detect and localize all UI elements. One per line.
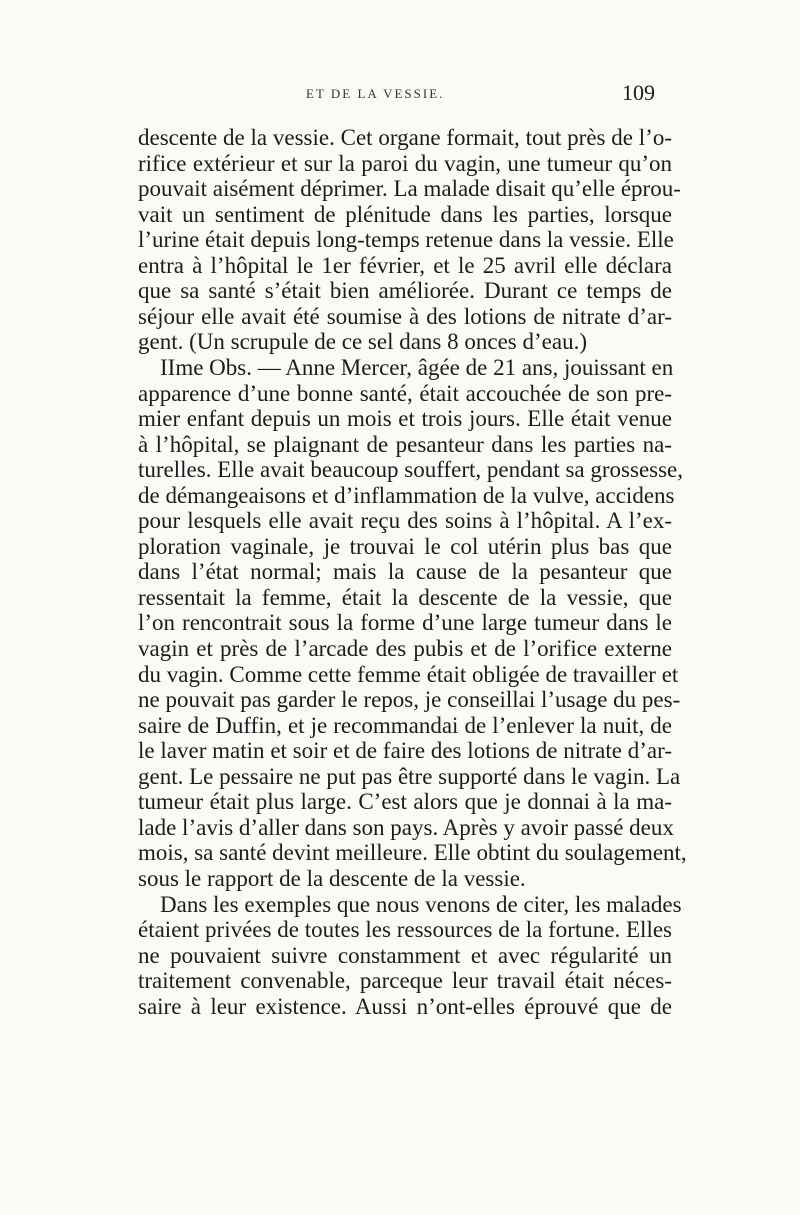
text-line: dans l’état normal; mais la cause de la pesanteur que — [138, 559, 672, 585]
text-line: gent. (Un scrupule de ce sel dans 8 onces d’eau.) — [138, 329, 587, 355]
text-line: le laver matin et soir et de faire des lotions de nitrate d’ar- — [138, 738, 672, 764]
text-line: l’urine était depuis long-temps retenue dans la vessie. Elle — [138, 227, 674, 253]
text-line: du vagin. Comme cette femme était obligée de travailler et — [138, 661, 679, 687]
text-line: étaient privées de toutes les ressources de la fortune. Elles — [138, 917, 672, 943]
text-line: rifice extérieur et sur la paroi du vagin, une tumeur qu’on — [138, 150, 672, 176]
text-line: que sa santé s’était bien améliorée. Durant ce temps de — [138, 278, 672, 304]
text-line: gent. Le pessaire ne put pas être supporté dans le vagin. La — [138, 763, 681, 789]
text-line: à l’hôpital, se plaignant de pesanteur dans les parties na- — [138, 431, 672, 457]
text-line: ne pouvait pas garder le repos, je conseillai l’usage du pes- — [138, 687, 681, 713]
text-line: vait un sentiment de plénitude dans les parties, lorsque — [138, 201, 672, 227]
text-line: mier enfant depuis un mois et trois jours. Elle était venue — [138, 406, 672, 432]
text-line: ploration vaginale, je trouvai le col utérin plus bas que — [138, 533, 672, 559]
text-line: mois, sa santé devint meilleure. Elle obtint du soulagement, — [138, 840, 687, 866]
text-line: descente de la vessie. Cet organe formait, tout près de l’o- — [138, 125, 672, 150]
text-line: de démangeaisons et d’inflammation de la vulve, accidens — [138, 482, 675, 508]
text-line: ne pouvaient suivre constamment et avec régularité un — [138, 942, 672, 968]
text-line: Dans les exemples que nous venons de citer, les malades — [160, 891, 682, 917]
text-line: vagin et près de l’arcade des pubis et de l’orifice externe — [138, 636, 672, 661]
text-line: entra à l’hôpital le 1er février, et le 25 avril elle déclara — [138, 252, 672, 278]
text-line: turelles. Elle avait beaucoup souffert, pendant sa grossesse, — [138, 457, 684, 483]
text-line: IIme Obs. — Anne Mercer, âgée de 21 ans, jouissant en — [160, 354, 674, 380]
text-line: ressentait la femme, était la descente de la vessie, que — [138, 584, 672, 610]
running-title: ET DE LA VESSIE. — [306, 86, 445, 101]
text-line: sous le rapport de la descente de la vessie. — [138, 865, 526, 891]
text-line: traitement convenable, parceque leur travail était néces- — [138, 968, 672, 994]
text-line: séjour elle avait été soumise à des lotions de nitrate d’ar- — [138, 303, 672, 329]
text-line: pour lesquels elle avait reçu des soins à l’hôpital. A l’ex- — [138, 508, 672, 534]
text-line: l’on rencontrait sous la forme d’une large tumeur dans le — [138, 610, 672, 636]
text-line: lade l’avis d’aller dans son pays. Après y avoir passé deux — [138, 814, 674, 840]
text-line: pouvait aisément déprimer. La malade disait qu’elle éprou- — [138, 176, 681, 202]
text-line: saire à leur existence. Aussi n’ont-elles éprouvé que de — [138, 993, 672, 1019]
text-line: tumeur était plus large. C’est alors que je donnai à la ma- — [138, 789, 672, 815]
page-number: 109 — [622, 80, 655, 105]
text-line: saire de Duffin, et je recommandai de l’enlever la nuit, de — [138, 712, 672, 738]
text-line: apparence d’une bonne santé, était accouchée de son pre- — [138, 380, 672, 406]
